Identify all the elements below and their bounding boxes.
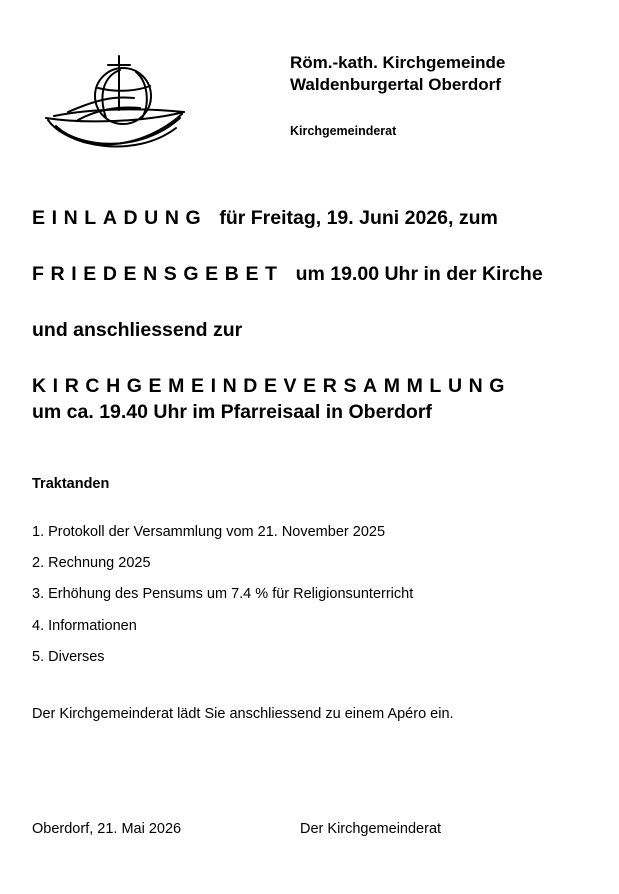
agenda-item: 1. Protokoll der Versammlung vom 21. November 2025 (32, 524, 386, 540)
assembly-heading-text: KIRCHGEMEINDEVERSAMMLUNG (32, 375, 512, 397)
agenda-title: Traktanden (32, 476, 110, 492)
parish-name-line2: Waldenburgertal Oberdorf (290, 75, 501, 94)
assembly-heading (32, 375, 523, 398)
invitation-heading: EINLADUNG (32, 207, 208, 229)
peace-prayer-time: um 19.00 Uhr in der Kirche (295, 263, 543, 285)
council-label: Kirchgemeinderat (290, 124, 397, 138)
place-date: Oberdorf, 21. Mai 2026 (32, 821, 182, 837)
parish-name-line1: Röm.-kath. Kirchgemeinde (290, 53, 506, 72)
parish-name (290, 52, 505, 96)
invitation-line-2 (32, 263, 543, 286)
agenda-list (32, 522, 413, 678)
agenda-item: 3. Erhöhung des Pensums um 7.4 % für Religionsunterricht (32, 586, 414, 603)
invitation-line-3: und anschliessend zur (32, 319, 243, 341)
closing-note: Der Kirchgemeinderat lädt Sie anschliessend zu einem Apéro ein. (32, 706, 454, 722)
signature: Der Kirchgemeinderat (300, 821, 442, 837)
assembly-time-place: um ca. 19.40 Uhr im Pfarreisaal in Oberdorf (32, 401, 432, 423)
agenda-item: 5. Diverses (32, 648, 105, 665)
invitation-date: für Freitag, 19. Juni 2026, zum (219, 207, 498, 229)
agenda-item: 2. Rechnung 2025 (32, 555, 151, 572)
agenda-item: 4. Informationen (32, 617, 137, 634)
peace-prayer-heading: FRIEDENSGEBET (32, 263, 284, 285)
church-boat-cross-icon (44, 54, 188, 166)
invitation-line-1 (32, 207, 498, 230)
